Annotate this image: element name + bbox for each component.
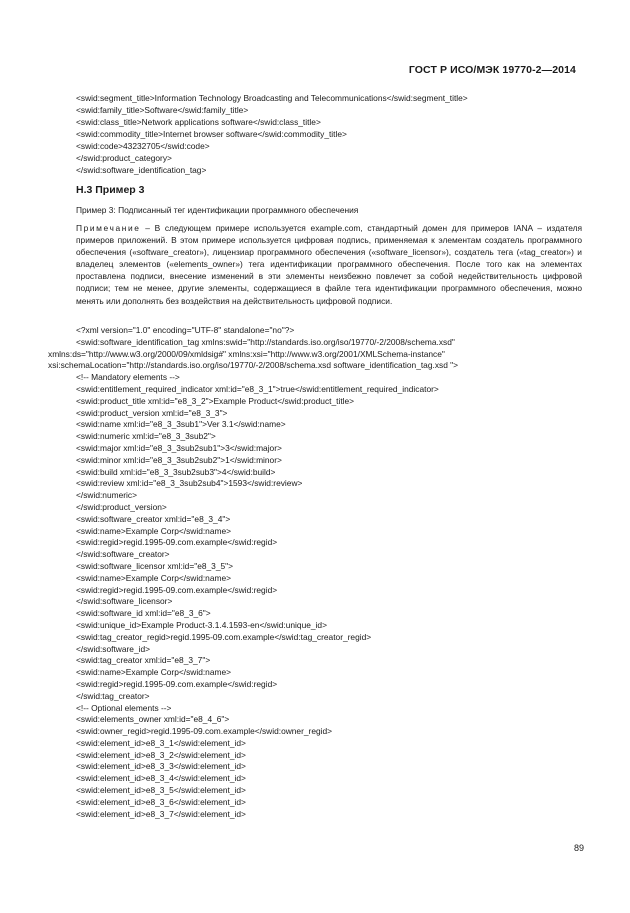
xml-line: <swid:software_licensor xml:id="e8_3_5"> — [76, 560, 234, 571]
xml-line: <swid:name>Example Corp</swid:name> — [76, 572, 232, 583]
xml-line: <swid:build xml:id="e8_3_3sub2sub3">4</swid:build> — [76, 466, 276, 477]
xml-line: xsi:schemaLocation="http://standards.iso.org/iso/19770/-2/2008/schema.xsd software_identification_tag.xsd "> — [48, 360, 459, 371]
xml-line: <swid:element_id>e8_3_2</swid:element_id> — [76, 749, 246, 760]
code-line: <swid:class_title>Network applications software</swid:class_title> — [76, 117, 321, 127]
xml-line: </swid:software_creator> — [76, 549, 170, 560]
xml-line: <?xml version="1.0" encoding="UTF-8" standalone="no"?> — [76, 325, 295, 335]
xml-line: <swid:name xml:id="e8_3_3sub1">Ver 3.1</swid:name> — [76, 419, 286, 430]
xml-line: </swid:software_licensor> — [76, 596, 173, 607]
xml-line: <swid:regid>regid.1995-09.com.example</swid:regid> — [76, 584, 278, 595]
xml-line: <swid:owner_regid>regid.1995-09.com.example</swid:owner_regid> — [76, 726, 333, 737]
xml-line: <swid:numeric xml:id="e8_3_3sub2"> — [76, 431, 216, 442]
example-caption: Пример 3: Подписанный тег идентификации программного обеспечения — [76, 205, 359, 215]
note-label: Примечание — [76, 223, 141, 233]
note-paragraph — [76, 222, 582, 307]
xml-line: xmlns:ds="http://www.w3.org/2000/09/xmldsig#" xmlns:xsi="http://www.w3.org/2001/XMLSchema-instance" — [48, 348, 445, 359]
xml-line: <swid:element_id>e8_3_7</swid:element_id> — [76, 808, 246, 819]
code-line: </swid:software_identification_tag> — [76, 165, 207, 175]
xml-line: <swid:minor xml:id="e8_3_3sub2sub2">1</swid:minor> — [76, 454, 282, 465]
xml-line: <swid:element_id>e8_3_6</swid:element_id> — [76, 796, 246, 807]
xml-line: <swid:tag_creator_regid>regid.1995-09.com.example</swid:tag_creator_regid> — [76, 631, 372, 642]
page-number: 89 — [573, 843, 584, 853]
xml-line: </swid:software_id> — [76, 643, 151, 654]
xml-line: <swid:name>Example Corp</swid:name> — [76, 525, 232, 536]
xml-comment: <!-- Mandatory elements --> — [76, 372, 180, 383]
xml-line: <swid:software_id xml:id="e8_3_6"> — [76, 608, 211, 619]
xml-line: <swid:major xml:id="e8_3_3sub2sub1">3</swid:major> — [76, 442, 282, 453]
top-code-block — [76, 92, 590, 176]
xml-line: <swid:tag_creator xml:id="e8_3_7"> — [76, 655, 211, 666]
code-line: <swid:code>43232705</swid:code> — [76, 141, 210, 151]
xml-line: <swid:product_version xml:id="e8_3_3"> — [76, 407, 228, 418]
xml-line: <swid:name>Example Corp</swid:name> — [76, 667, 232, 678]
code-line: <swid:segment_title>Information Technology Broadcasting and Telecommunications</swid:segment_title> — [76, 93, 468, 103]
xml-line: <swid:product_title xml:id="e8_3_2">Example Product</swid:product_title> — [76, 395, 355, 406]
document-header: ГОСТ Р ИСО/МЭК 19770-2—2014 — [408, 64, 576, 76]
xml-line: <swid:software_creator xml:id="e8_3_4"> — [76, 513, 231, 524]
xml-line: <swid:review xml:id="e8_3_3sub2sub4">1593</swid:review> — [76, 478, 303, 489]
xml-line: <swid:software_identification_tag xmlns:swid="http://standards.iso.org/iso/19770/-2/2008/schema.xsd" — [76, 336, 455, 347]
code-line: <swid:commodity_title>Internet browser software</swid:commodity_title> — [76, 129, 347, 139]
xml-line: <swid:entitlement_required_indicator xml:id="e8_3_1">true</swid:entitlement_required_indicator> — [76, 383, 439, 394]
xml-line: </swid:product_version> — [76, 501, 167, 512]
xml-line: <swid:element_id>e8_3_5</swid:element_id> — [76, 785, 246, 796]
code-line: <swid:family_title>Software</swid:family_title> — [76, 105, 249, 115]
xml-comment: <!-- Optional elements --> — [76, 702, 172, 713]
xml-line: </swid:numeric> — [76, 490, 137, 501]
xml-line: <swid:element_id>e8_3_3</swid:element_id> — [76, 761, 246, 772]
code-line: </swid:product_category> — [76, 153, 172, 163]
note-text: – В следующем примере используется example.com, стандартный домен для примеров IANA – издателя примеров приложений. В этом примере используется цифровая подпись, применяемая к элементам создатель программного обеспечения («software_creator»), лицензиар программного обеспечения («software_licensor»), создатель тега («tag_creator») и владелец элементов («elements_owner») тега идентификации программного обеспечения. После того как на элементах проставлена подписи, внесение изменений в эти элементы неизбежно повлечет за собой недействительность цифровой подписи; тем не менее, другие элементы, содержащиеся в файле тега идентификации программного обеспечения, можно менять или дополнять без воздействия на действительность цифровой подписи. — [76, 223, 582, 306]
xml-line: <swid:element_id>e8_3_1</swid:element_id> — [76, 737, 246, 748]
xml-line: <swid:element_id>e8_3_4</swid:element_id> — [76, 773, 246, 784]
section-heading: Н.3 Пример 3 — [76, 184, 145, 196]
xml-line: <swid:elements_owner xml:id="e8_4_6"> — [76, 714, 230, 725]
xml-line: <swid:regid>regid.1995-09.com.example</swid:regid> — [76, 537, 278, 548]
xml-code-block — [48, 325, 459, 820]
xml-line: <swid:regid>regid.1995-09.com.example</swid:regid> — [76, 678, 278, 689]
xml-line: </swid:tag_creator> — [76, 690, 150, 701]
xml-line: <swid:unique_id>Example Product-3.1.4.1593-en</swid:unique_id> — [76, 619, 327, 630]
